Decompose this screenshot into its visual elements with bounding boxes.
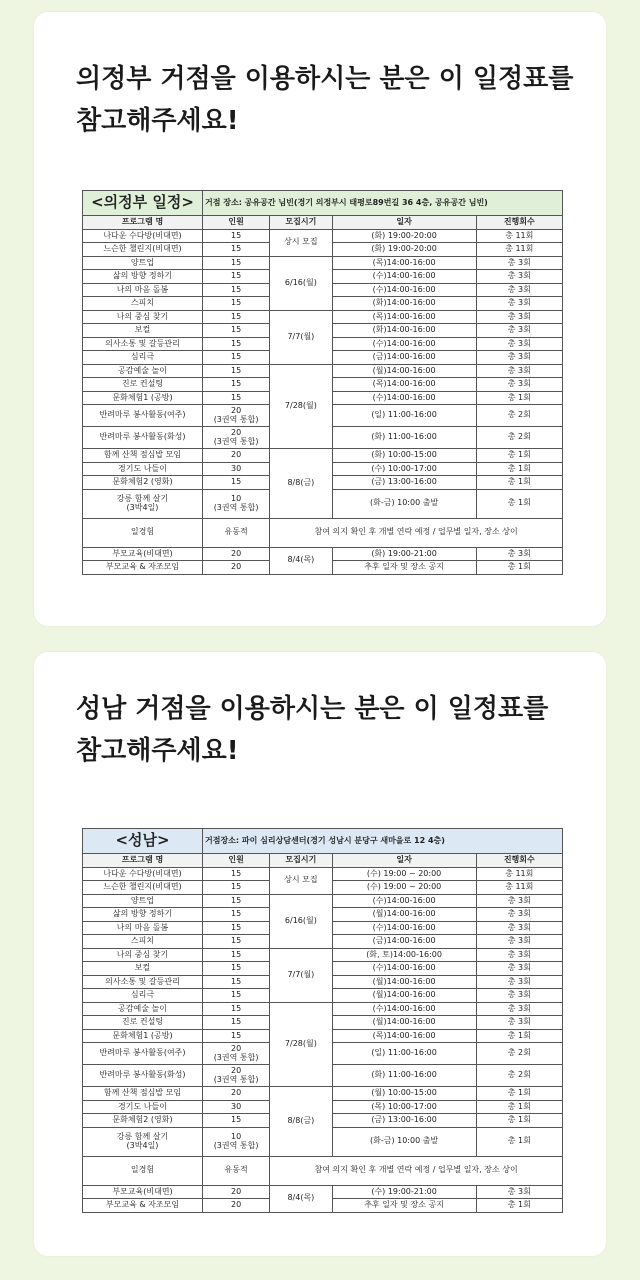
schedule-date: (월)14:00-16:00 [332, 975, 476, 989]
headcount-header: 인원 [203, 854, 270, 868]
session-count: 총 3회 [476, 962, 562, 976]
session-count: 총 3회 [476, 351, 562, 365]
headcount: 15 [203, 921, 270, 935]
schedule-date: (화-금) 10:00 출발 [332, 489, 476, 518]
schedule-date: (화)14:00-16:00 [332, 297, 476, 311]
headcount: 15 [203, 270, 270, 284]
program-name: 의사소통 및 갈등관리 [83, 337, 203, 351]
session-count: 총 11회 [476, 881, 562, 895]
program-name: 심리극 [83, 989, 203, 1003]
table-header-row [83, 854, 563, 868]
session-count: 총 2회 [476, 1043, 562, 1065]
table-row [83, 1002, 563, 1016]
recruit-period-header: 모집시기 [270, 854, 332, 868]
table-row [83, 948, 563, 962]
headcount: 15 [203, 908, 270, 922]
program-header: 프로그램 명 [83, 216, 203, 230]
session-count: 총 1회 [476, 1199, 562, 1213]
schedule-date: (금) 13:00-16:00 [332, 1114, 476, 1128]
headcount: 15 [203, 229, 270, 243]
schedule-date: (수)14:00-16:00 [332, 337, 476, 351]
schedule-table [82, 828, 563, 1213]
schedule-table [82, 190, 563, 575]
headcount: 15 [203, 283, 270, 297]
schedule-date: (수)14:00-16:00 [332, 391, 476, 405]
schedule-date: (수) 19:00 ~ 20:00 [332, 867, 476, 881]
recruit-period-header: 모집시기 [270, 216, 332, 230]
program-name: 경기도 나들이 [83, 462, 203, 476]
program-name: 양트업 [83, 256, 203, 270]
schedule-date: (월)14:00-16:00 [332, 989, 476, 1003]
session-count: 총 3회 [476, 989, 562, 1003]
table-header-row [83, 216, 563, 230]
session-count: 총 3회 [476, 256, 562, 270]
program-header: 프로그램 명 [83, 854, 203, 868]
program-name: 진로 컨설팅 [83, 1016, 203, 1030]
session-count: 총 1회 [476, 561, 562, 575]
headcount: 15 [203, 948, 270, 962]
session-count: 총 3회 [476, 378, 562, 392]
session-count: 총 2회 [476, 405, 562, 427]
schedule-date: (화) 19:00-20:00 [332, 243, 476, 257]
schedule-date: (화-금) 10:00 출발 [332, 1127, 476, 1156]
headcount: 15 [203, 310, 270, 324]
program-name: 나다운 수다방(비대면) [83, 867, 203, 881]
headcount: 30 [203, 1100, 270, 1114]
headcount: 20 [203, 1087, 270, 1101]
schedule-date: (수)14:00-16:00 [332, 1002, 476, 1016]
program-name: 나의 마음 돌봄 [83, 283, 203, 297]
headcount: 20 (3권역 통합) [203, 1043, 270, 1065]
headcount: 20 (3권역 통합) [203, 427, 270, 449]
session-count: 총 1회 [476, 391, 562, 405]
session-count: 총 11회 [476, 243, 562, 257]
program-name: 나의 중심 찾기 [83, 948, 203, 962]
headcount: 15 [203, 378, 270, 392]
program-name: 반려마루 봉사활동(화성) [83, 1065, 203, 1087]
schedule-date: (화) 19:00-20:00 [332, 229, 476, 243]
session-count: 총 3회 [476, 547, 562, 561]
program-name: 공감예술 놀이 [83, 364, 203, 378]
headcount: 20 [203, 547, 270, 561]
session-count: 총 3회 [476, 1016, 562, 1030]
headcount-header: 인원 [203, 216, 270, 230]
program-name: 나의 중심 찾기 [83, 310, 203, 324]
headcount: 15 [203, 1016, 270, 1030]
session-count: 총 3회 [476, 297, 562, 311]
program-name: 나다운 수다방(비대면) [83, 229, 203, 243]
table-title: <의정부 일정> [83, 191, 203, 216]
schedule-date: (화) 19:00-21:00 [332, 547, 476, 561]
session-count: 총 3회 [476, 337, 562, 351]
schedule-date: (수)14:00-16:00 [332, 270, 476, 284]
parent-row [83, 547, 563, 561]
headcount: 30 [203, 462, 270, 476]
headcount: 15 [203, 989, 270, 1003]
program-name: 문화체험1 (공방) [83, 391, 203, 405]
session-count: 총 1회 [476, 1100, 562, 1114]
table-row [83, 449, 563, 463]
headcount: 15 [203, 364, 270, 378]
date-header: 일자 [332, 216, 476, 230]
recruit-period: 8/8(금) [270, 449, 332, 519]
session-count: 총 3회 [476, 935, 562, 949]
schedule-date: (금) 13:00-16:00 [332, 476, 476, 490]
headcount: 유동적 [203, 518, 270, 547]
session-count: 총 1회 [476, 1029, 562, 1043]
date-header: 일자 [332, 854, 476, 868]
experience-note: 참여 의지 확인 후 개별 연락 예정 / 업무별 일자, 장소 상이 [270, 518, 563, 547]
headcount: 15 [203, 337, 270, 351]
schedule-date: (금)14:00-16:00 [332, 351, 476, 365]
session-count: 총 3회 [476, 908, 562, 922]
session-count: 총 3회 [476, 948, 562, 962]
program-name: 스피치 [83, 297, 203, 311]
schedule-date: (월)14:00-16:00 [332, 908, 476, 922]
schedule-date: (목) 10:00-17:00 [332, 1100, 476, 1114]
schedule-date: (수) 19:00-21:00 [332, 1185, 476, 1199]
program-name: 스피치 [83, 935, 203, 949]
session-count: 총 1회 [476, 462, 562, 476]
session-count: 총 1회 [476, 1087, 562, 1101]
schedule-date: 추후 일자 및 장소 공지 [332, 561, 476, 575]
headcount: 20 [203, 449, 270, 463]
schedule-date: (수) 10:00-17:00 [332, 462, 476, 476]
experience-row [83, 518, 563, 547]
program-name: 문화체험2 (영화) [83, 476, 203, 490]
experience-row [83, 1156, 563, 1185]
schedule-date: (일) 11:00-16:00 [332, 1043, 476, 1065]
program-name: 강릉 함께 살기 (3박4일) [83, 489, 203, 518]
headcount: 15 [203, 975, 270, 989]
schedule-date: (목)14:00-16:00 [332, 310, 476, 324]
table-row [83, 867, 563, 881]
program-name: 부모교육 & 자조모임 [83, 561, 203, 575]
headcount: 15 [203, 256, 270, 270]
program-name: 느슨한 챌린지(비대면) [83, 243, 203, 257]
table-row [83, 256, 563, 270]
session-count: 총 3회 [476, 921, 562, 935]
session-count: 총 3회 [476, 1002, 562, 1016]
location-text: 거점 장소: 공유공간 님빈(경기 의정부시 태평로89번길 36 4층, 공유공간 님빈) [203, 191, 563, 216]
experience-note: 참여 의지 확인 후 개별 연락 예정 / 업무별 일자, 장소 상이 [270, 1156, 563, 1185]
recruit-period: 8/8(금) [270, 1087, 332, 1157]
schedule-date: (화, 토)14:00-16:00 [332, 948, 476, 962]
program-name: 일경험 [83, 1156, 203, 1185]
schedule-date: (월) 10:00-15:00 [332, 1087, 476, 1101]
headcount: 15 [203, 935, 270, 949]
schedule-date: (월)14:00-16:00 [332, 364, 476, 378]
recruit-period: 7/28(월) [270, 364, 332, 449]
headcount: 15 [203, 867, 270, 881]
headcount: 유동적 [203, 1156, 270, 1185]
program-name: 삶의 방향 정하기 [83, 270, 203, 284]
table-row [83, 1087, 563, 1101]
table-title: <성남> [83, 829, 203, 854]
recruit-period: 7/28(월) [270, 1002, 332, 1087]
session-count: 총 2회 [476, 427, 562, 449]
headcount: 15 [203, 476, 270, 490]
table-row [83, 894, 563, 908]
sessions-header: 진행회수 [476, 216, 562, 230]
session-count: 총 11회 [476, 229, 562, 243]
recruit-period: 6/16(월) [270, 256, 332, 310]
program-name: 부모교육(비대면) [83, 547, 203, 561]
sessions-header: 진행회수 [476, 854, 562, 868]
recruit-period: 6/16(월) [270, 894, 332, 948]
headcount: 15 [203, 324, 270, 338]
session-count: 총 3회 [476, 283, 562, 297]
recruit-period: 상시 모집 [270, 867, 332, 894]
headcount: 20 [203, 1185, 270, 1199]
program-name: 반려마루 봉사활동(여주) [83, 405, 203, 427]
session-count: 총 1회 [476, 489, 562, 518]
headcount: 15 [203, 894, 270, 908]
program-name: 나의 마음 돌봄 [83, 921, 203, 935]
parent-row [83, 1185, 563, 1199]
program-name: 함께 산책 점심밥 모임 [83, 449, 203, 463]
headcount: 20 [203, 1199, 270, 1213]
card-heading: 의정부 거점을 이용하시는 분은 이 일정표를 참고해주세요! [76, 64, 574, 136]
headcount: 20 [203, 561, 270, 575]
program-name: 삶의 방향 정하기 [83, 908, 203, 922]
schedule-date: 추후 일자 및 장소 공지 [332, 1199, 476, 1213]
schedule-date: (목)14:00-16:00 [332, 256, 476, 270]
schedule-date: (수) 19:00 ~ 20:00 [332, 881, 476, 895]
session-count: 총 1회 [476, 449, 562, 463]
schedule-date: (화) 11:00-16:00 [332, 427, 476, 449]
program-name: 의사소통 및 갈등관리 [83, 975, 203, 989]
session-count: 총 3회 [476, 975, 562, 989]
program-name: 함께 산책 점심밥 모임 [83, 1087, 203, 1101]
session-count: 총 3회 [476, 1185, 562, 1199]
program-name: 경기도 나들이 [83, 1100, 203, 1114]
schedule-date: (금)14:00-16:00 [332, 935, 476, 949]
schedule-date: (수)14:00-16:00 [332, 283, 476, 297]
session-count: 총 3회 [476, 270, 562, 284]
session-count: 총 3회 [476, 364, 562, 378]
headcount: 15 [203, 297, 270, 311]
schedule-date: (일) 11:00-16:00 [332, 405, 476, 427]
session-count: 총 3회 [476, 310, 562, 324]
program-name: 공감예술 놀이 [83, 1002, 203, 1016]
program-name: 진로 컨설팅 [83, 378, 203, 392]
schedule-date: (월)14:00-16:00 [332, 1016, 476, 1030]
recruit-period: 8/4(목) [270, 1185, 332, 1212]
table-row [83, 364, 563, 378]
session-count: 총 3회 [476, 324, 562, 338]
headcount: 10 (3권역 통합) [203, 1127, 270, 1156]
schedule-date: (수)14:00-16:00 [332, 962, 476, 976]
headcount: 15 [203, 1002, 270, 1016]
schedule-date: (화)14:00-16:00 [332, 324, 476, 338]
program-name: 반려마루 봉사활동(화성) [83, 427, 203, 449]
program-name: 문화체험1 (공방) [83, 1029, 203, 1043]
schedule-date: (목)14:00-16:00 [332, 378, 476, 392]
schedule-date: (수)14:00-16:00 [332, 894, 476, 908]
recruit-period: 8/4(목) [270, 547, 332, 574]
program-name: 부모교육(비대면) [83, 1185, 203, 1199]
program-name: 강릉 함께 살기 (3박4일) [83, 1127, 203, 1156]
headcount: 15 [203, 1114, 270, 1128]
headcount: 15 [203, 391, 270, 405]
program-name: 심리극 [83, 351, 203, 365]
recruit-period: 7/7(월) [270, 310, 332, 364]
table-title-row [83, 191, 563, 216]
schedule-card-uijeongbu [34, 12, 606, 626]
session-count: 총 1회 [476, 1127, 562, 1156]
headcount: 10 (3권역 통합) [203, 489, 270, 518]
card-heading: 성남 거점을 이용하시는 분은 이 일정표를 참고해주세요! [76, 694, 549, 766]
session-count: 총 2회 [476, 1065, 562, 1087]
schedule-date: (목)14:00-16:00 [332, 1029, 476, 1043]
program-name: 부모교육 & 자조모임 [83, 1199, 203, 1213]
session-count: 총 3회 [476, 894, 562, 908]
headcount: 15 [203, 351, 270, 365]
recruit-period: 상시 모집 [270, 229, 332, 256]
headcount: 15 [203, 962, 270, 976]
session-count: 총 1회 [476, 476, 562, 490]
schedule-date: (화) 11:00-16:00 [332, 1065, 476, 1087]
headcount: 15 [203, 1029, 270, 1043]
table-title-row [83, 829, 563, 854]
program-name: 양트업 [83, 894, 203, 908]
program-name: 문화체험2 (영화) [83, 1114, 203, 1128]
headcount: 20 (3권역 통합) [203, 1065, 270, 1087]
headcount: 15 [203, 243, 270, 257]
table-row [83, 310, 563, 324]
schedule-date: (화) 10:00-15:00 [332, 449, 476, 463]
program-name: 보컬 [83, 324, 203, 338]
location-text: 거점장소: 파이 심리상담센터(경기 성남시 분당구 새마을로 12 4층) [203, 829, 563, 854]
program-name: 반려마루 봉사활동(여주) [83, 1043, 203, 1065]
session-count: 총 1회 [476, 1114, 562, 1128]
headcount: 20 (3권역 통합) [203, 405, 270, 427]
headcount: 15 [203, 881, 270, 895]
table-row [83, 229, 563, 243]
schedule-date: (수)14:00-16:00 [332, 921, 476, 935]
program-name: 보컬 [83, 962, 203, 976]
program-name: 느슨한 챌린지(비대면) [83, 881, 203, 895]
session-count: 총 11회 [476, 867, 562, 881]
recruit-period: 7/7(월) [270, 948, 332, 1002]
program-name: 일경험 [83, 518, 203, 547]
schedule-card-seongnam [34, 652, 606, 1256]
